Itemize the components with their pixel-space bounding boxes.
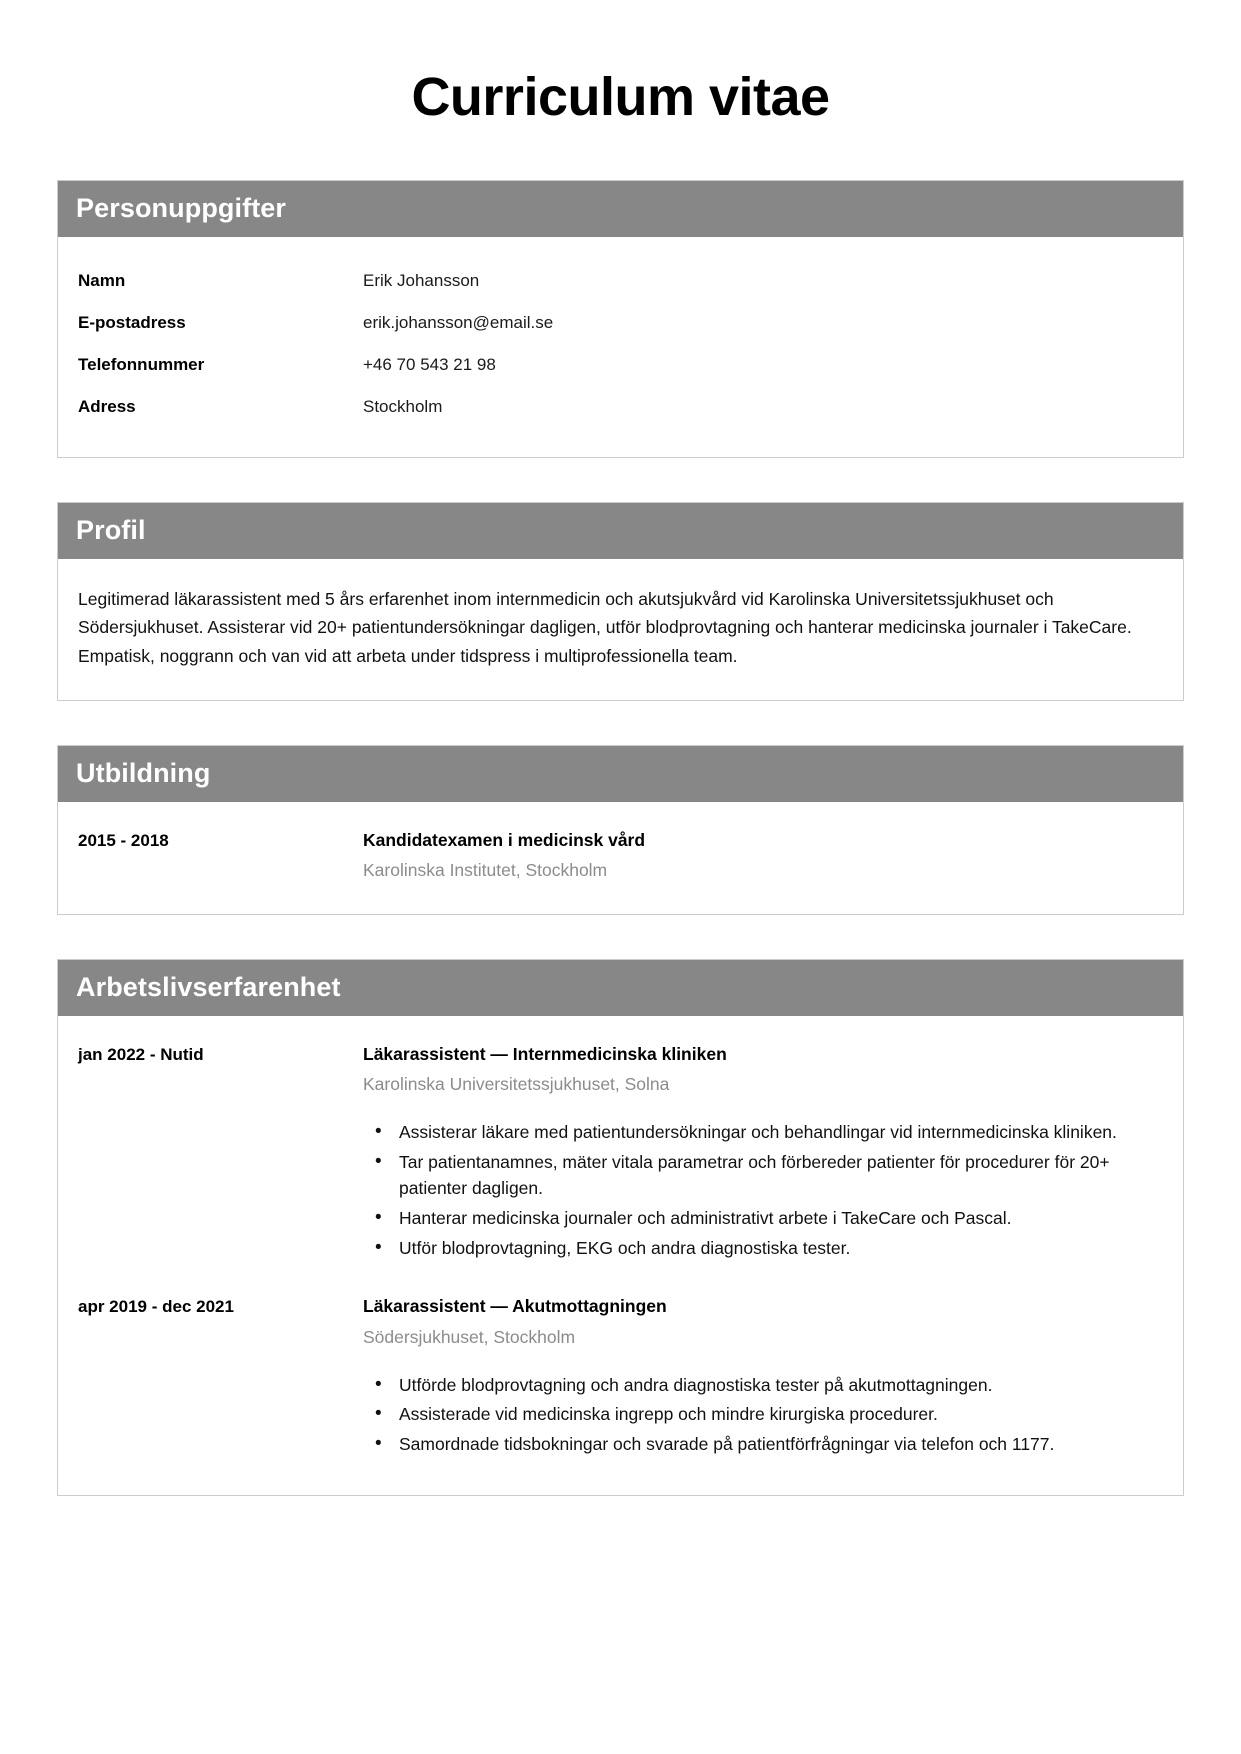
entry-date-range: 2015 - 2018 [78,830,169,850]
experience-entry [78,1292,1163,1460]
entry-title: Läkarassistent — Akutmottagningen [363,1296,667,1317]
list-item: • Utförde blodprovtagning och andra diagnostiska tester på akutmottagningen. [399,1372,1163,1399]
profile-summary-text: Legitimerad läkarassistent med 5 års erfarenhet inom internmedicin och akutsjukvård vid Karolinska Universitetssjukhuset och Södersjukhuset. Assisterar vid 20+ patientundersökningar dagligen, utför blodprovtagning och hanterar medicinska journaler i TakeCare. Empatisk, noggrann och van vid att arbeta under tidspress i multiprofessionella team. [78,588,1132,666]
list-item: • Samordnade tidsbokningar och svarade på patientförfrågningar via telefon och 1177. [399,1431,1163,1458]
section-profile [57,502,1184,701]
section-body-work-experience [58,1016,1183,1495]
list-item: • Assisterar läkare med patientundersökningar och behandlingar vid internmedicinska kliniken. [399,1119,1163,1146]
list-item: • Hanterar medicinska journaler och administrativt arbete i TakeCare och Pascal. [399,1205,1163,1232]
entry-organization: Karolinska Institutet, Stockholm [363,860,608,881]
section-body-profile [58,559,1183,700]
experience-entry [78,1040,1163,1265]
list-item: • Assisterade vid medicinska ingrepp och mindre kirurgiska procedurer. [399,1401,1163,1428]
entry-title: Läkarassistent — Internmedicinska kliniken [363,1043,727,1064]
section-education [57,745,1184,915]
field-label: Namn [78,271,126,291]
entry-organization: Södersjukhuset, Stockholm [363,1326,576,1347]
field-value: Erik Johansson [363,271,480,291]
section-heading: Utbildning [76,757,211,788]
field-label: E-postadress [78,312,186,332]
section-heading: Profil [76,514,146,545]
personal-details-table [78,261,1163,429]
field-value: +46 70 543 21 98 [363,354,496,374]
section-heading: Personuppgifter [76,193,287,223]
section-header-education [58,746,1183,802]
entry-date-range: jan 2022 - Nutid [78,1044,204,1064]
page-title: Curriculum vitae [411,67,830,127]
table-row [78,303,1163,345]
list-item: • Tar patientanamnes, mäter vitala parametrar och förbereder patienter för procedurer för 20+ patienter dagligen. [399,1149,1163,1202]
table-row [78,345,1163,387]
table-row [78,261,1163,303]
field-value: Stockholm [363,396,443,416]
education-entry [78,826,1163,884]
section-work-experience [57,959,1184,1496]
field-label: Telefonnummer [78,354,205,374]
entry-content [363,1294,1163,1460]
entry-organization: Karolinska Universitetssjukhuset, Solna [363,1073,670,1094]
entry-date-range: apr 2019 - dec 2021 [78,1297,234,1317]
entry-responsibility-list [363,1119,1163,1261]
field-value: erik.johansson@email.se [363,312,554,332]
section-heading: Arbetslivserfarenhet [76,971,341,1002]
section-personal-details [57,180,1184,458]
section-body-education [58,802,1183,914]
entry-title: Kandidatexamen i medicinsk vård [363,829,646,850]
section-header-profile [58,503,1183,559]
section-body-personal-details [58,237,1183,457]
entry-content [363,1042,1163,1265]
entry-responsibility-list [363,1372,1163,1458]
entry-content [363,828,1163,884]
list-item: • Utför blodprovtagning, EKG och andra diagnostiska tester. [399,1235,1163,1262]
table-row [78,387,1163,429]
section-header-personal-details [58,181,1183,237]
section-header-work-experience [58,960,1183,1016]
field-label: Adress [78,396,136,416]
